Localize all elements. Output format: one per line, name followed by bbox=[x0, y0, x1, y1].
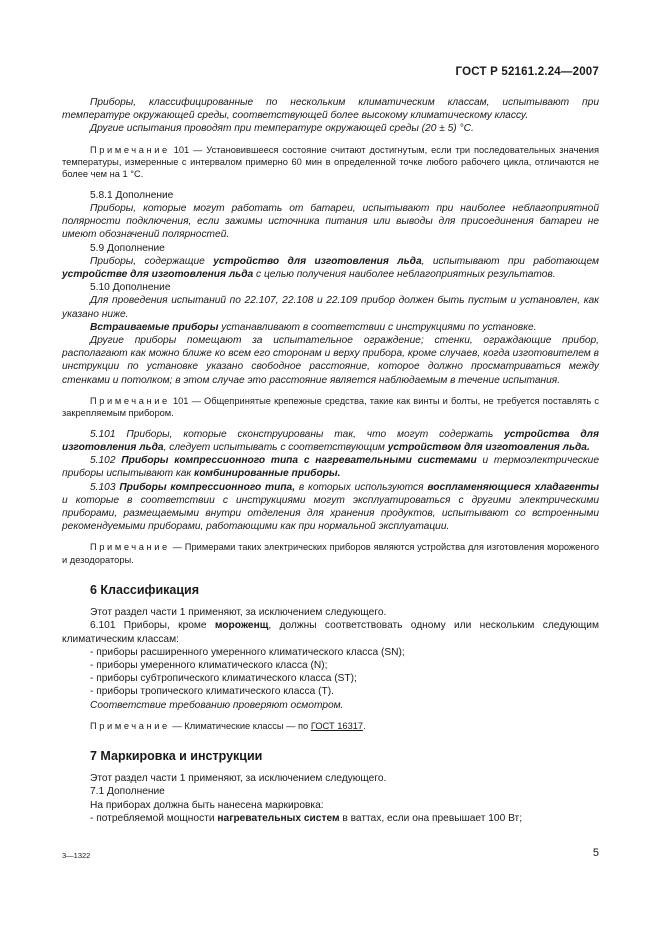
section-title: 5.8.1 Дополнение bbox=[90, 189, 174, 201]
paragraph: Другие приборы помещают за испытательное ограждение; стенки, ограждающие прибор, располагают как можно ближе ко всем его сторонам и верху прибора, кроме случаев, когда изготовителем в инструкции по установке указано свободное расстояние, которое должно просматриваться между стенками и потолком; в этом случае это расстояние является наблюдаемым в течение испытания. bbox=[62, 335, 599, 386]
paragraph: Приборы, классифицированные по нескольким климатическим классам, испытывают при температуре окружающей среды, соответствующей более высокому климатическому классу. bbox=[62, 97, 599, 122]
paragraph: Для проведения испытаний по 22.107, 22.108 и 22.109 прибор должен быть пустым и установлен, как указано ниже. bbox=[62, 295, 599, 320]
note: Примечание 101 — Установившееся состояние считают достигнутым, если три последовательных значения температуры, измеренные с интервалом примерно 60 мин в определенной точке любого рабочего цикла, отличаются не более чем на 1 °С. bbox=[62, 144, 600, 180]
paragraph: Приборы, содержащие устройство для изготовления льда, испытывают при работающем устройстве для изготовления льда с целью получения наиболее неблагоприятных результатов. bbox=[62, 255, 599, 281]
list-item: - приборы умеренного климатического класса (N); bbox=[90, 659, 328, 671]
paragraph: Другие испытания проводят при температуре окружающей среды (20 ± 5) °С. bbox=[90, 123, 474, 135]
list-item: - приборы расширенного умеренного климатического класса (SN); bbox=[90, 646, 405, 658]
footer-code: 3—1322 bbox=[62, 851, 91, 860]
list-item: - приборы субтропического климатического класса (ST); bbox=[90, 673, 357, 685]
note: Примечание 101 — Общепринятые крепежные средства, такие как винты и болты, не требуется поставлять с закрепляемым прибором. bbox=[62, 395, 599, 419]
gost-link[interactable]: ГОСТ 16317 bbox=[310, 720, 364, 731]
paragraph: Соответствие требованию проверяют осмотром. bbox=[90, 699, 344, 711]
list-item: - приборы тропического климатического класса (Т). bbox=[90, 686, 334, 698]
section-title: 7.1 Дополнение bbox=[90, 786, 165, 798]
paragraph: Приборы, которые могут работать от батареи, испытывают при наиболее неблагоприятной полярности подключения, если зажимы источника питания или выводы для присоединения батареи не имеют обозначений полярностей. bbox=[62, 203, 599, 241]
note: Примечание — Примерами таких электрических приборов являются устройства для изготовления мороженого и дезодораторы. bbox=[62, 542, 599, 565]
section-title: 5.10 Дополнение bbox=[90, 282, 171, 294]
document-header: ГОСТ Р 52161.2.24—2007 bbox=[455, 66, 599, 78]
page-number: 5 bbox=[592, 847, 599, 859]
paragraph: 5.103 Приборы компрессионного типа, в которых используются воспламеняющиеся хладагенты и которые в соответствии с инструкциями могут эксплуатироваться с другими электрическими приборами, размещаемыми внутри отделения для хранения продуктов, испытывают со встроенными рекомендуемыми приборами, работающими как при нормальной эксплуатации. bbox=[62, 481, 599, 533]
document-body bbox=[62, 96, 599, 825]
paragraph: - потребляемой мощности нагревательных систем в ваттах, если она превышает 100 Вт; bbox=[90, 812, 523, 824]
note: Примечание — Климатические классы — по ГОСТ 16317. bbox=[90, 720, 366, 731]
paragraph: На приборах должна быть нанесена маркировка: bbox=[90, 799, 324, 811]
section-heading-6: 6 Классификация bbox=[90, 583, 200, 598]
paragraph: Этот раздел части 1 применяют, за исключением следующего. bbox=[90, 773, 387, 785]
climate-class-list bbox=[62, 646, 599, 699]
paragraph: Встраиваемые приборы устанавливают в соответствии с инструкциями по установке. bbox=[90, 321, 537, 333]
section-title: 5.9 Дополнение bbox=[90, 242, 165, 254]
section-heading-7: 7 Маркировка и инструкции bbox=[90, 749, 263, 764]
paragraph: 5.101 Приборы, которые сконструированы так, что могут содержать устройства для изготовления льда, следует испытывать с соответствующим устройством для изготовления льда. bbox=[62, 428, 600, 453]
paragraph: Этот раздел части 1 применяют, за исключением следующего. bbox=[90, 607, 387, 619]
paragraph: 5.102 Приборы компрессионного типа с нагревательными системами и термоэлектрические приборы испытывают как комбинированные приборы. bbox=[62, 455, 600, 480]
paragraph: 6.101 Приборы, кроме мороженщ, должны соответствовать одному или нескольким следующим климатическим классам: bbox=[62, 620, 599, 645]
